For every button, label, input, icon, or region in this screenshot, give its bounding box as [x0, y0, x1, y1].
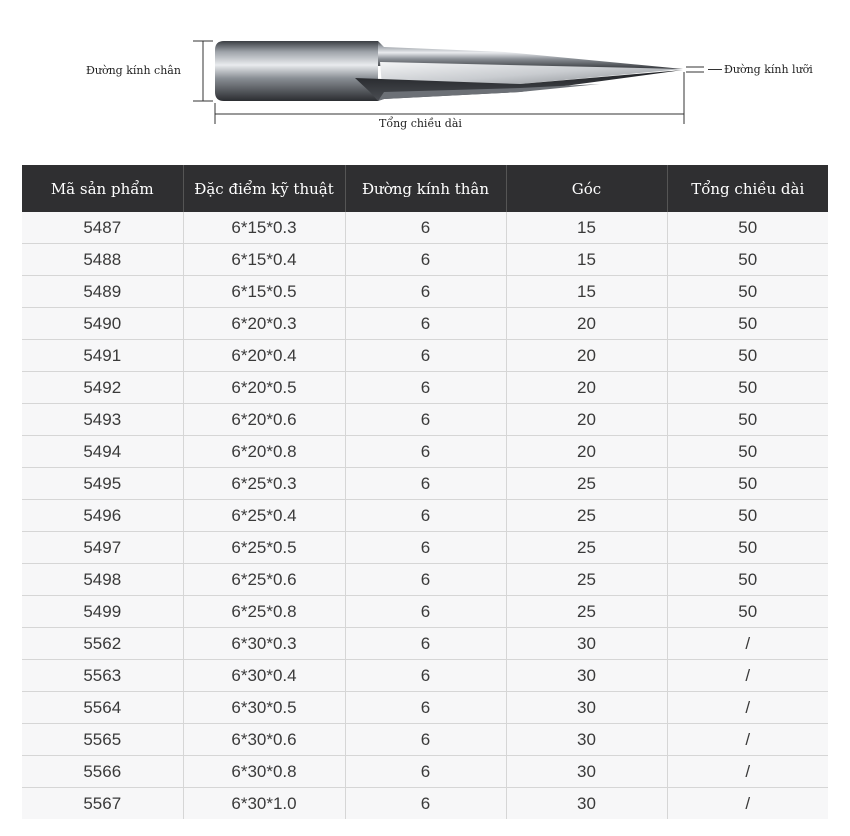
header-specification: Đặc điểm kỹ thuật — [183, 165, 345, 212]
blade-diameter-label: Đường kính lưỡi — [724, 63, 813, 76]
cell-angle: 30 — [506, 628, 667, 660]
cell-angle: 30 — [506, 660, 667, 692]
cell-angle: 25 — [506, 500, 667, 532]
table-row — [22, 596, 828, 628]
cell-specification: 6*25*0.6 — [183, 564, 345, 596]
product-spec-table — [22, 165, 828, 819]
table-row — [22, 244, 828, 276]
cell-product-code: 5487 — [22, 212, 183, 244]
header-total-length: Tổng chiều dài — [667, 165, 828, 212]
cell-total-length: / — [667, 692, 828, 724]
cell-product-code: 5490 — [22, 308, 183, 340]
cell-product-code: 5489 — [22, 276, 183, 308]
header-angle: Góc — [506, 165, 667, 212]
cell-product-code: 5562 — [22, 628, 183, 660]
table-row — [22, 340, 828, 372]
cell-angle: 15 — [506, 244, 667, 276]
cell-shank-diameter: 6 — [345, 756, 506, 788]
table-row — [22, 756, 828, 788]
cell-product-code: 5567 — [22, 788, 183, 820]
header-shank-diameter: Đường kính thân — [345, 165, 506, 212]
cell-total-length: / — [667, 628, 828, 660]
cell-shank-diameter: 6 — [345, 628, 506, 660]
cell-specification: 6*15*0.5 — [183, 276, 345, 308]
cell-total-length: / — [667, 788, 828, 820]
cell-total-length: 50 — [667, 372, 828, 404]
cell-product-code: 5564 — [22, 692, 183, 724]
cell-shank-diameter: 6 — [345, 660, 506, 692]
table-row — [22, 436, 828, 468]
cell-angle: 15 — [506, 276, 667, 308]
table-row — [22, 660, 828, 692]
cell-specification: 6*30*0.5 — [183, 692, 345, 724]
cell-shank-diameter: 6 — [345, 532, 506, 564]
cell-shank-diameter: 6 — [345, 244, 506, 276]
cell-shank-diameter: 6 — [345, 724, 506, 756]
cell-total-length: 50 — [667, 276, 828, 308]
engraving-bit-diagram — [0, 0, 850, 150]
table-row — [22, 724, 828, 756]
cell-shank-diameter: 6 — [345, 212, 506, 244]
table-row — [22, 564, 828, 596]
cell-specification: 6*15*0.3 — [183, 212, 345, 244]
cell-total-length: 50 — [667, 212, 828, 244]
cell-shank-diameter: 6 — [345, 500, 506, 532]
table-row — [22, 404, 828, 436]
cell-angle: 30 — [506, 692, 667, 724]
cell-total-length: / — [667, 660, 828, 692]
cell-angle: 25 — [506, 564, 667, 596]
table-row — [22, 468, 828, 500]
cell-shank-diameter: 6 — [345, 308, 506, 340]
cell-product-code: 5495 — [22, 468, 183, 500]
table-row — [22, 500, 828, 532]
cell-total-length: / — [667, 724, 828, 756]
cell-angle: 30 — [506, 756, 667, 788]
table-body — [22, 212, 828, 819]
cell-shank-diameter: 6 — [345, 788, 506, 820]
cell-product-code: 5566 — [22, 756, 183, 788]
cell-product-code: 5494 — [22, 436, 183, 468]
cell-specification: 6*25*0.3 — [183, 468, 345, 500]
cell-specification: 6*30*0.3 — [183, 628, 345, 660]
table-row — [22, 372, 828, 404]
cell-shank-diameter: 6 — [345, 692, 506, 724]
cell-shank-diameter: 6 — [345, 276, 506, 308]
cell-specification: 6*30*0.4 — [183, 660, 345, 692]
cell-shank-diameter: 6 — [345, 340, 506, 372]
table-row — [22, 212, 828, 244]
table-row — [22, 308, 828, 340]
cell-specification: 6*20*0.4 — [183, 340, 345, 372]
cell-product-code: 5496 — [22, 500, 183, 532]
cell-product-code: 5488 — [22, 244, 183, 276]
cell-total-length: 50 — [667, 500, 828, 532]
cell-product-code: 5491 — [22, 340, 183, 372]
cell-total-length: 50 — [667, 404, 828, 436]
cell-specification: 6*15*0.4 — [183, 244, 345, 276]
cell-total-length: 50 — [667, 340, 828, 372]
table-row — [22, 692, 828, 724]
cell-total-length: 50 — [667, 436, 828, 468]
cell-angle: 20 — [506, 404, 667, 436]
table-row — [22, 628, 828, 660]
shank-diameter-label: Đường kính chân — [86, 64, 181, 77]
cell-product-code: 5563 — [22, 660, 183, 692]
cell-product-code: 5498 — [22, 564, 183, 596]
cell-specification: 6*20*0.6 — [183, 404, 345, 436]
cell-specification: 6*25*0.4 — [183, 500, 345, 532]
cell-angle: 20 — [506, 436, 667, 468]
cell-specification: 6*25*0.5 — [183, 532, 345, 564]
cell-specification: 6*30*0.6 — [183, 724, 345, 756]
cell-angle: 30 — [506, 724, 667, 756]
cell-shank-diameter: 6 — [345, 596, 506, 628]
cell-total-length: 50 — [667, 532, 828, 564]
cell-specification: 6*30*0.8 — [183, 756, 345, 788]
cell-specification: 6*20*0.8 — [183, 436, 345, 468]
cell-shank-diameter: 6 — [345, 436, 506, 468]
cell-angle: 25 — [506, 532, 667, 564]
cell-product-code: 5492 — [22, 372, 183, 404]
cell-total-length: 50 — [667, 244, 828, 276]
cell-angle: 25 — [506, 468, 667, 500]
cell-total-length: 50 — [667, 468, 828, 500]
cell-specification: 6*25*0.8 — [183, 596, 345, 628]
cell-total-length: 50 — [667, 308, 828, 340]
cell-specification: 6*20*0.3 — [183, 308, 345, 340]
total-length-label: Tổng chiều dài — [379, 117, 462, 130]
cell-shank-diameter: 6 — [345, 404, 506, 436]
cell-product-code: 5497 — [22, 532, 183, 564]
cell-angle: 20 — [506, 340, 667, 372]
cell-angle: 20 — [506, 372, 667, 404]
cell-product-code: 5565 — [22, 724, 183, 756]
header-product-code: Mã sản phẩm — [22, 165, 183, 212]
cell-product-code: 5499 — [22, 596, 183, 628]
cell-angle: 30 — [506, 788, 667, 820]
cell-total-length: / — [667, 756, 828, 788]
cell-shank-diameter: 6 — [345, 372, 506, 404]
cell-angle: 20 — [506, 308, 667, 340]
table-row — [22, 276, 828, 308]
table-row — [22, 788, 828, 820]
cell-shank-diameter: 6 — [345, 564, 506, 596]
cell-shank-diameter: 6 — [345, 468, 506, 500]
cell-total-length: 50 — [667, 596, 828, 628]
table-header-row — [22, 165, 828, 212]
cell-angle: 25 — [506, 596, 667, 628]
cell-angle: 15 — [506, 212, 667, 244]
cell-specification: 6*20*0.5 — [183, 372, 345, 404]
cell-total-length: 50 — [667, 564, 828, 596]
table-row — [22, 532, 828, 564]
cell-specification: 6*30*1.0 — [183, 788, 345, 820]
cell-product-code: 5493 — [22, 404, 183, 436]
